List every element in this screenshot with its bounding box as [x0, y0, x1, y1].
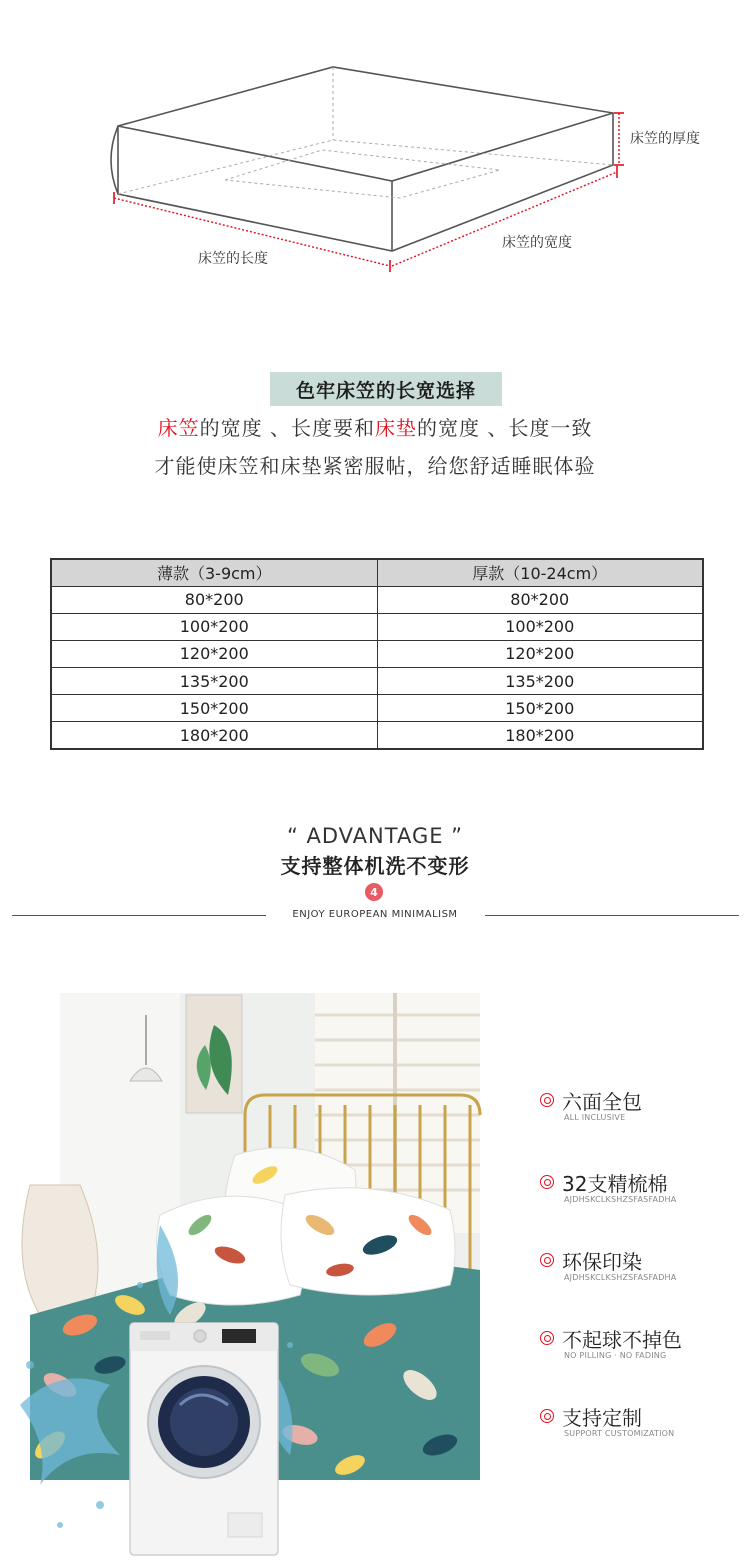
bed-sheet-highlight: 床笠 — [157, 416, 200, 440]
feature-subtitle: NO PILLING · NO FADING — [564, 1351, 667, 1360]
feature-title: 支持定制 — [562, 1406, 642, 1430]
size-table — [50, 558, 704, 750]
circle-icon — [540, 1331, 554, 1345]
thickness-label: 床笠的厚度 — [630, 131, 700, 147]
feature-title: 32支精梳棉 — [562, 1172, 668, 1196]
table-row — [51, 695, 703, 722]
table-row — [51, 640, 703, 667]
table-cell: 135*200 — [51, 667, 377, 694]
size-selection-title: 色牢床笠的长宽选择 — [270, 372, 502, 406]
table-cell: 80*200 — [51, 586, 377, 613]
feature-subtitle: SUPPORT CUSTOMIZATION — [564, 1429, 675, 1438]
table-row — [51, 722, 703, 749]
table-cell: 180*200 — [377, 722, 703, 749]
table-cell: 150*200 — [51, 695, 377, 722]
feature-subtitle: AJDHSKCLKSHZSFASFADHA — [564, 1195, 677, 1204]
circle-icon — [540, 1093, 554, 1107]
feature-subtitle: AJDHSKCLKSHZSFASFADHA — [564, 1273, 677, 1282]
mattress-outline-drawing — [0, 0, 750, 330]
bedding-washer-photo — [0, 985, 490, 1562]
divider-right — [485, 915, 739, 916]
size-description-line-2: 才能使床笠和床垫紧密服帖，给您舒适睡眠体验 — [154, 454, 596, 478]
mattress-dimension-diagram — [0, 0, 750, 330]
advantage-title-en: “ ADVANTAGE ” — [286, 824, 464, 848]
bed-sheet-and-washing-machine-icon — [0, 985, 490, 1562]
feature-title: 六面全包 — [562, 1090, 642, 1114]
thin-column-header: 薄款（3-9cm） — [51, 559, 377, 586]
table-cell: 180*200 — [51, 722, 377, 749]
desc-text-b: 的宽度 、长度一致 — [417, 416, 593, 440]
table-row — [51, 613, 703, 640]
table-cell: 100*200 — [51, 613, 377, 640]
size-description-line-1 — [0, 412, 750, 441]
circle-icon — [540, 1253, 554, 1267]
thick-column-header: 厚款（10-24cm） — [377, 559, 703, 586]
size-table-header-row — [51, 559, 703, 586]
table-cell: 100*200 — [377, 613, 703, 640]
desc-text-a: 的宽度 、长度要和 — [199, 416, 375, 440]
table-cell: 80*200 — [377, 586, 703, 613]
feature-title: 环保印染 — [562, 1250, 642, 1274]
mattress-highlight: 床垫 — [375, 416, 417, 440]
table-row — [51, 586, 703, 613]
advantage-title-cn: 支持整体机洗不变形 — [280, 854, 470, 878]
table-row — [51, 667, 703, 694]
length-label: 床笠的长度 — [198, 251, 268, 267]
table-cell: 150*200 — [377, 695, 703, 722]
divider-left — [12, 915, 266, 916]
feature-subtitle: ALL INCLUSIVE — [564, 1113, 626, 1122]
width-label: 床笠的宽度 — [502, 235, 572, 251]
circle-icon — [540, 1409, 554, 1423]
advantage-subtitle: ENJOY EUROPEAN MINIMALISM — [292, 909, 458, 920]
table-cell: 120*200 — [377, 640, 703, 667]
feature-title: 不起球不掉色 — [562, 1328, 682, 1352]
table-cell: 120*200 — [51, 640, 377, 667]
section-number-badge: 4 — [365, 883, 383, 901]
table-cell: 135*200 — [377, 667, 703, 694]
circle-icon — [540, 1175, 554, 1189]
